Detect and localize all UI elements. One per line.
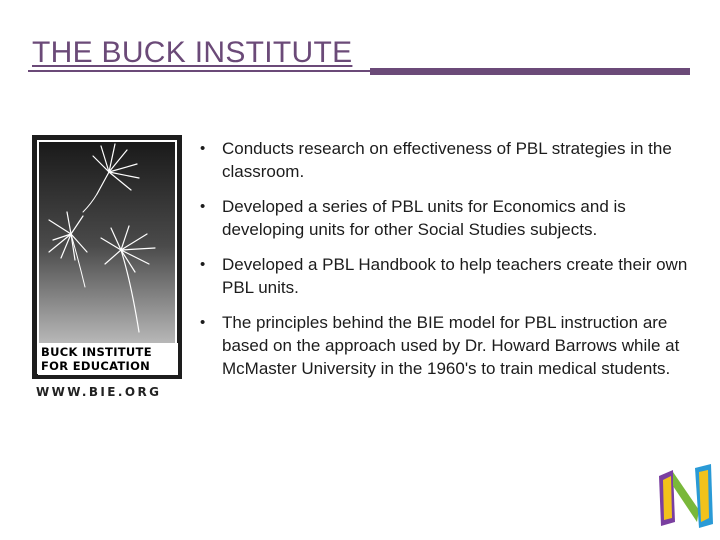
n-logo-left-highlight: [663, 476, 672, 520]
bullet-text: Conducts research on effectiveness of PBL strategies in the classroom.: [222, 139, 672, 181]
logo-name-line1: BUCK INSTITUTE: [41, 345, 152, 359]
colorful-n-logo-icon: [655, 462, 717, 532]
bullet-text: The principles behind the BIE model for PBL instruction are based on the approach used by Dr. Howard Barrows while at McMaster University in the 1960's to train medical students.: [222, 313, 680, 378]
bullet-dot: •: [200, 198, 206, 215]
bullet-item: [200, 137, 700, 183]
bullet-text: Developed a PBL Handbook to help teachers create their own PBL units.: [222, 255, 688, 297]
title-rule-accent: [370, 68, 690, 75]
logo-artwork: [37, 140, 177, 374]
bullet-dot: •: [200, 140, 206, 157]
dandelion-seeds-icon: [39, 142, 175, 342]
bullet-item: [200, 195, 700, 241]
bullet-item: [200, 253, 700, 299]
logo-url: WWW.BIE.ORG: [36, 385, 162, 399]
n-logo-diagonal-stroke: [673, 472, 699, 522]
bullet-list: [200, 137, 700, 392]
bullet-dot: •: [200, 314, 206, 331]
bie-logo: [32, 135, 182, 410]
bullet-text: Developed a series of PBL units for Economics and is developing units for other Social Studies subjects.: [222, 197, 626, 239]
bullet-dot: •: [200, 256, 206, 273]
bullet-item: [200, 311, 700, 380]
slide-title: THE BUCK INSTITUTE: [32, 36, 353, 69]
logo-name: [38, 343, 178, 375]
logo-name-line2: FOR EDUCATION: [41, 359, 151, 373]
